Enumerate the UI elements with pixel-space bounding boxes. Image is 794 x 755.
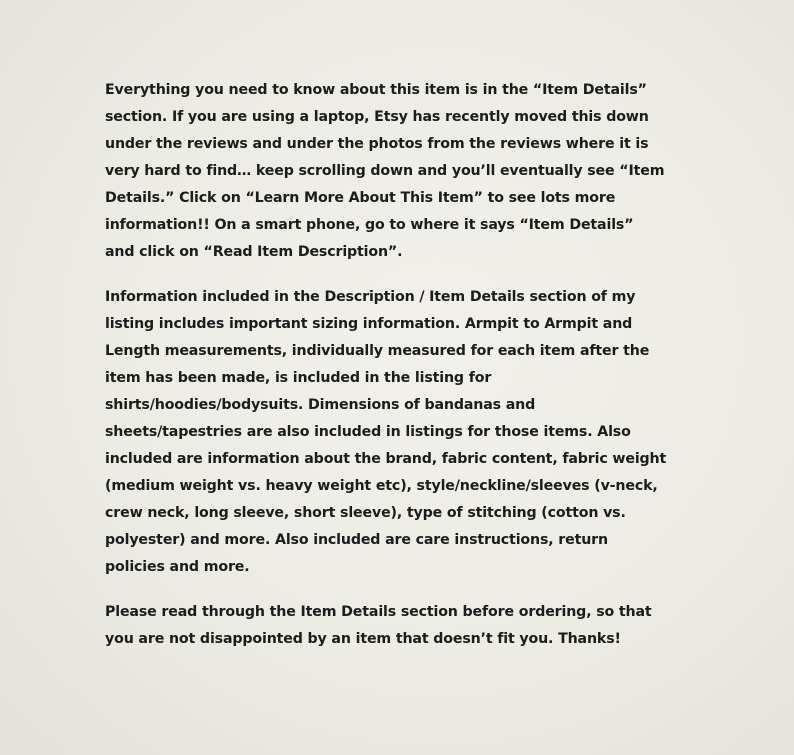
text-line: listing includes important sizing information. Armpit to Armpit and	[105, 316, 633, 332]
text-line: crew neck, long sleeve, short sleeve), type of stitching (cotton vs.	[105, 505, 626, 521]
text-line: included are information about the brand, fabric content, fabric weight	[105, 451, 667, 467]
text-line: Please read through the Item Details section before ordering, so that	[105, 604, 652, 620]
text-line: shirts/hoodies/bodysuits. Dimensions of bandanas and	[105, 397, 536, 413]
paragraph-please-read	[105, 599, 705, 653]
text-line: sheets/tapestries are also included in listings for those items. Also	[105, 424, 631, 440]
text-line: Details.” Click on “Learn More About This Item” to see lots more	[105, 190, 616, 206]
text-line: Information included in the Description / Item Details section of my	[105, 289, 636, 305]
text-line: under the reviews and under the photos from the reviews where it is	[105, 136, 649, 152]
text-line: very hard to find… keep scrolling down and you’ll eventually see “Item	[105, 163, 665, 179]
text-line: and click on “Read Item Description”.	[105, 244, 403, 260]
text-line: Length measurements, individually measured for each item after the	[105, 343, 650, 359]
text-line: information!! On a smart phone, go to where it says “Item Details”	[105, 217, 634, 233]
text-line: polyester) and more. Also included are care instructions, return	[105, 532, 608, 548]
text-line: Everything you need to know about this item is in the “Item Details”	[105, 82, 647, 98]
text-line: item has been made, is included in the listing for	[105, 370, 492, 386]
notice-text	[105, 77, 705, 653]
text-line: (medium weight vs. heavy weight etc), style/neckline/sleeves (v-neck,	[105, 478, 658, 494]
text-line: section. If you are using a laptop, Etsy has recently moved this down	[105, 109, 649, 125]
text-line: you are not disappointed by an item that doesn’t fit you. Thanks!	[105, 631, 621, 647]
paragraph-item-details-location	[105, 77, 705, 266]
text-line: policies and more.	[105, 559, 250, 575]
paragraph-included-information	[105, 284, 705, 581]
